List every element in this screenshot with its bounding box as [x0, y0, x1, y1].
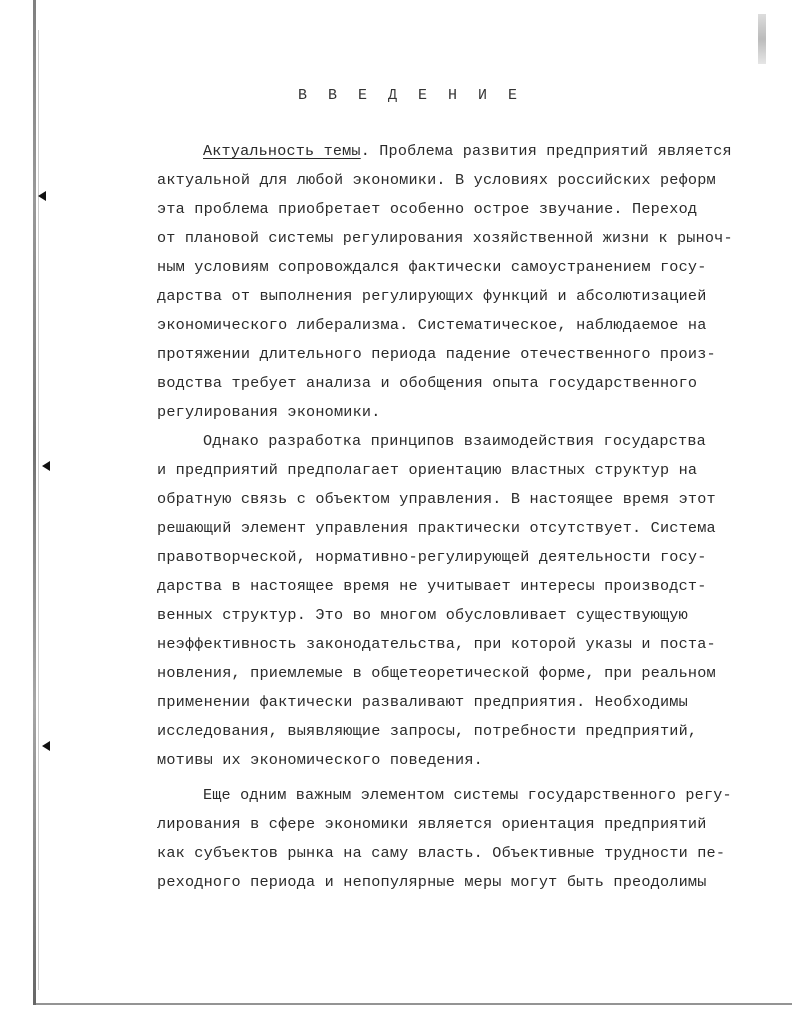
binding-hole-icon: [38, 191, 46, 201]
text-line: исследования, выявляющие запросы, потребности предприятий,: [157, 722, 698, 740]
text-line: эта проблема приобретает особенно острое звучание. Переход: [157, 200, 698, 218]
text-line: протяжении длительного периода падение отечественного произ-: [157, 345, 716, 363]
text-line: водства требует анализа и обобщения опыта государственного: [157, 374, 698, 392]
text-line: ным условиям сопровождался фактически самоустранением госу-: [157, 258, 707, 276]
text-line: дарства от выполнения регулирующих функций и абсолютизацией: [157, 287, 707, 305]
page-title: В В Е Д Е Н И Е: [298, 87, 524, 104]
binding-edge-shadow: [38, 30, 39, 990]
text-line: экономического либерализма. Систематическое, наблюдаемое на: [157, 316, 707, 334]
text-line: дарства в настоящее время не учитывает интересы производст-: [157, 577, 707, 595]
text-line: решающий элемент управления практически отсутствует. Система: [157, 519, 716, 537]
text-line: мотивы их экономического поведения.: [157, 751, 483, 769]
text-line: применении фактически разваливают предприятия. Необходимы: [157, 693, 688, 711]
text-line: от плановой системы регулирования хозяйственной жизни к рыноч-: [157, 229, 733, 247]
binding-hole-icon: [42, 461, 50, 471]
text-line: венных структур. Это во многом обусловливает существующую: [157, 606, 688, 624]
text-line: Однако разработка принципов взаимодействия государства: [203, 432, 706, 450]
text-line: актуальной для любой экономики. В условиях российских реформ: [157, 171, 716, 189]
text-line: регулирования экономики.: [157, 403, 381, 421]
scan-artifact: [758, 14, 766, 64]
text-line: правотворческой, нормативно-регулирующей деятельности госу-: [157, 548, 707, 566]
text-line: обратную связь с объектом управления. В настоящее время этот: [157, 490, 716, 508]
text-line: Актуальность темы. Проблема развития предприятий является: [203, 142, 732, 160]
binding-edge: [33, 0, 36, 1005]
text-line: реходного периода и непопулярные меры могут быть преодолимы: [157, 873, 707, 891]
text-line: как субъектов рынка на саму власть. Объективные трудности пе-: [157, 844, 726, 862]
binding-hole-icon: [42, 741, 50, 751]
page-bottom-edge: [35, 1003, 792, 1005]
text-line: новления, приемлемые в общетеоретической форме, при реальном: [157, 664, 716, 682]
section-lead: Актуальность темы: [203, 142, 361, 160]
text-line: лирования в сфере экономики является ориентация предприятий: [157, 815, 707, 833]
text-line: и предприятий предполагает ориентацию властных структур на: [157, 461, 698, 479]
text-line: неэффективность законодательства, при которой указы и поста-: [157, 635, 716, 653]
text-line: Еще одним важным элементом системы государственного регу-: [203, 786, 732, 804]
